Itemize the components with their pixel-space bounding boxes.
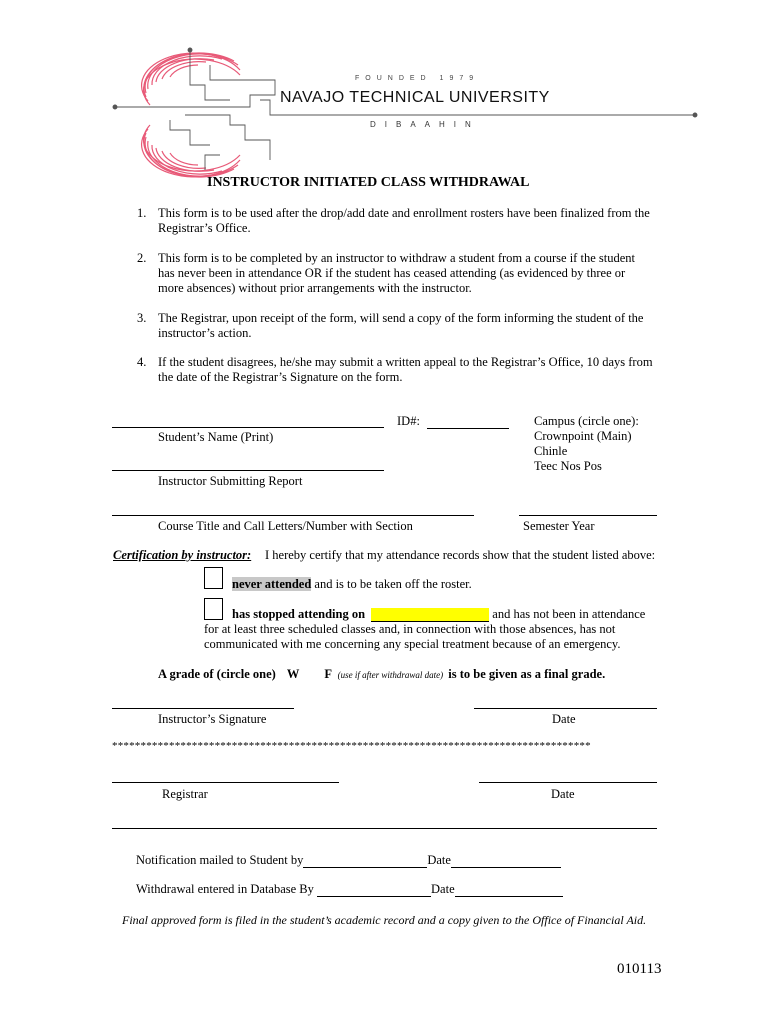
- footer-note: Final approved form is filed in the student’s academic record and a copy given to the Office of Financial Aid.: [122, 913, 647, 927]
- logo-bottom-text: DIBAAHIN: [370, 120, 480, 129]
- grade-option-f[interactable]: F: [324, 667, 332, 681]
- instructor-date-field[interactable]: [474, 708, 657, 709]
- item-number: 1.: [137, 206, 147, 220]
- semester-label: Semester Year: [523, 519, 595, 533]
- item-number: 2.: [137, 251, 147, 265]
- stopped-attending-rest: and has not been in attendance: [492, 607, 646, 621]
- instruction-text: This form is to be used after the drop/add date and enrollment rosters have been finalized from the: [158, 206, 650, 220]
- stopped-attending-line3: communicated with me concerning any special treatment because of an emergency.: [204, 637, 621, 651]
- never-attended-checkbox[interactable]: [204, 567, 223, 589]
- never-attended-option: [232, 577, 472, 592]
- item-number: 4.: [137, 355, 147, 369]
- entered-label: Withdrawal entered in Database By: [136, 882, 314, 896]
- mailed-by-field[interactable]: [303, 854, 427, 868]
- campus-label: Campus (circle one):: [534, 414, 639, 428]
- stopped-attending-option: [232, 607, 645, 622]
- id-field[interactable]: [427, 415, 509, 429]
- course-field[interactable]: [112, 515, 474, 516]
- grade-row: [158, 667, 605, 682]
- mailed-date-label: Date: [427, 853, 451, 867]
- campus-option-chinle[interactable]: Chinle: [534, 444, 568, 458]
- certification-text: I hereby certify that my attendance records show that the student listed above:: [265, 548, 656, 562]
- instruction-text: The Registrar, upon receipt of the form, will send a copy of the form informing the student of the: [158, 311, 644, 325]
- instruction-text: has never been in attendance OR if the student has ceased attending (as evidenced by three or: [158, 266, 626, 280]
- instruction-text: the date of the Registrar’s Signature on the form.: [158, 370, 403, 384]
- campus-option-teec-nos-pos[interactable]: Teec Nos Pos: [534, 459, 602, 473]
- semester-field[interactable]: [519, 515, 657, 516]
- section-divider: [112, 828, 657, 829]
- campus-option-crownpoint[interactable]: Crownpoint (Main): [534, 429, 632, 443]
- notification-row: [136, 853, 561, 868]
- registrar-date-field[interactable]: [479, 782, 657, 783]
- form-number: 010113: [617, 961, 662, 977]
- instruction-text: This form is to be completed by an instructor to withdraw a student from a course if the student: [158, 251, 635, 265]
- mailed-date-field[interactable]: [451, 854, 561, 868]
- course-label: Course Title and Call Letters/Number with Section: [158, 519, 413, 533]
- stars-divider: ************************************************************************************: [112, 740, 591, 752]
- university-name: NAVAJO TECHNICAL UNIVERSITY: [280, 89, 550, 106]
- instructor-date-label: Date: [552, 712, 576, 726]
- stopped-attending-date-field[interactable]: [371, 608, 489, 622]
- id-row: [397, 414, 509, 429]
- entered-date-label: Date: [431, 882, 455, 896]
- student-name-label: Student’s Name (Print): [158, 430, 274, 444]
- registrar-field[interactable]: [112, 782, 339, 783]
- id-label: ID#:: [397, 414, 420, 428]
- entered-by-field[interactable]: [317, 883, 431, 897]
- entered-date-field[interactable]: [455, 883, 563, 897]
- instruction-text: Registrar’s Office.: [158, 221, 251, 235]
- never-attended-rest: and is to be taken off the roster.: [314, 577, 472, 591]
- stopped-attending-text: has stopped attending on: [232, 607, 366, 621]
- instructor-field[interactable]: [112, 470, 384, 471]
- item-number: 3.: [137, 311, 147, 325]
- never-attended-text: never attended: [232, 577, 312, 591]
- mailed-label: Notification mailed to Student by: [136, 853, 304, 867]
- grade-label: A grade of (circle one): [158, 667, 276, 681]
- grade-suffix: is to be given as a final grade.: [448, 667, 606, 681]
- university-logo: [110, 45, 700, 180]
- database-row: [136, 882, 563, 897]
- instructor-signature-label: Instructor’s Signature: [158, 712, 267, 726]
- grade-note: (use if after withdrawal date): [337, 670, 444, 680]
- certification-label: Certification by instructor:: [113, 548, 252, 562]
- registrar-label: Registrar: [162, 787, 208, 801]
- stopped-attending-line2: for at least three scheduled classes and, in connection with those absences, has not: [204, 622, 616, 636]
- form-title: INSTRUCTOR INITIATED CLASS WITHDRAWAL: [207, 175, 530, 190]
- instructor-signature-field[interactable]: [112, 708, 294, 709]
- stopped-attending-checkbox[interactable]: [204, 598, 223, 620]
- logo-top-text: FOUNDED 1979: [355, 75, 480, 82]
- instruction-text: more absences) without prior arrangements with the instructor.: [158, 281, 472, 295]
- instructor-label: Instructor Submitting Report: [158, 474, 303, 488]
- grade-option-w[interactable]: W: [286, 667, 300, 681]
- instruction-text: If the student disagrees, he/she may submit a written appeal to the Registrar’s Office, 10 days from: [158, 355, 653, 369]
- instruction-text: instructor’s action.: [158, 326, 252, 340]
- student-name-field[interactable]: [112, 427, 384, 428]
- registrar-date-label: Date: [551, 787, 575, 801]
- logo-graphic-icon: [110, 45, 700, 180]
